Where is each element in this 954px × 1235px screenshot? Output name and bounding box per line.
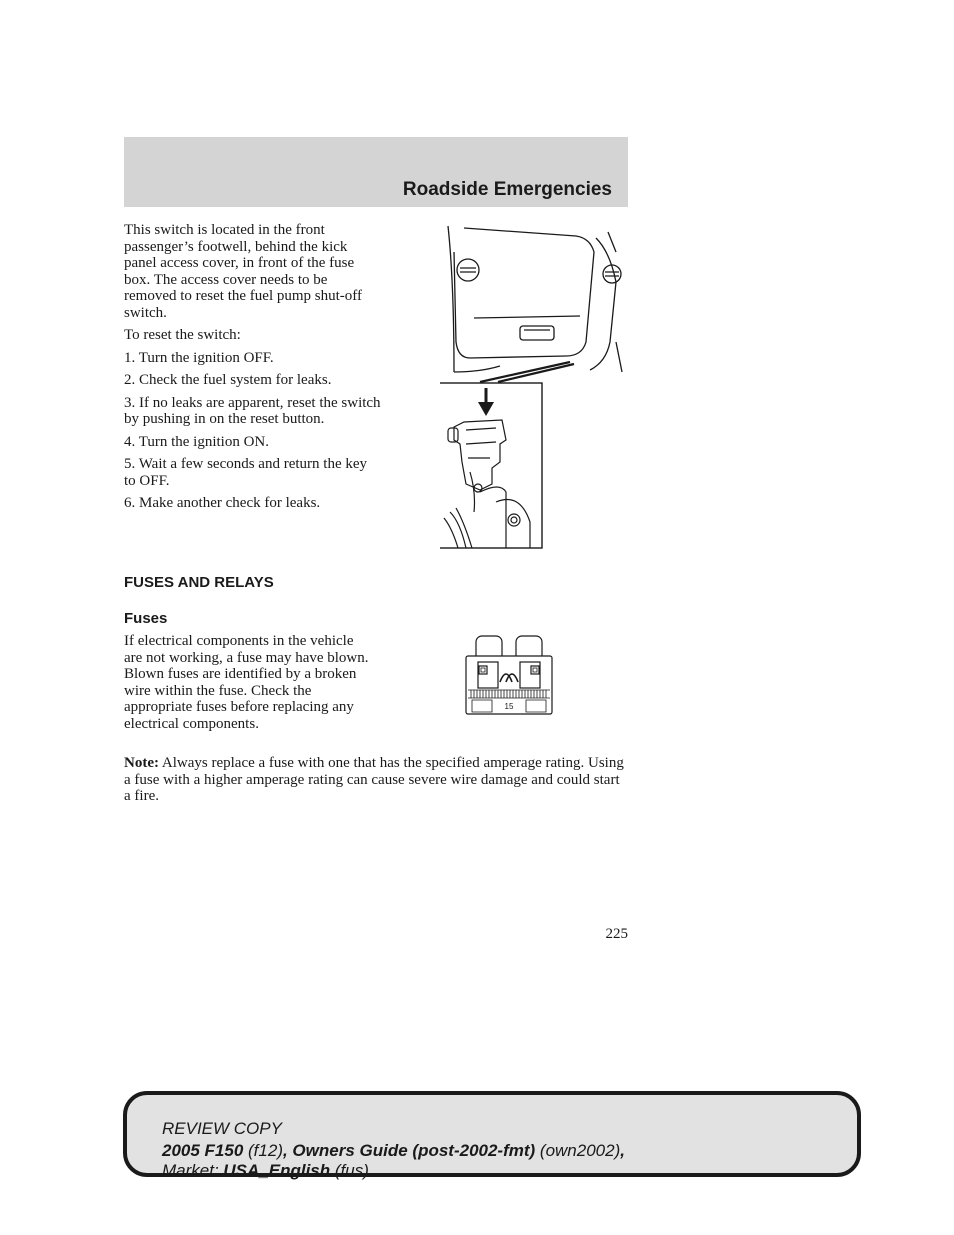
market-label: Market: xyxy=(162,1161,224,1180)
market-code: (fus) xyxy=(330,1161,369,1180)
fuse-illustration xyxy=(462,634,556,718)
header-band xyxy=(124,137,628,207)
step-item: 3. If no leaks are apparent, reset the switch by pushing in on the reset button. xyxy=(124,394,381,427)
step-item: 5. Wait a few seconds and return the key to OFF. xyxy=(124,456,368,489)
step-item: 4. Turn the ignition ON. xyxy=(124,433,270,450)
switch-instructions xyxy=(124,222,382,518)
model-name: 2005 F150 xyxy=(162,1141,244,1160)
page-number: 225 xyxy=(605,926,628,942)
fuse-note xyxy=(124,755,628,805)
model-code: (f12) xyxy=(243,1141,283,1160)
subheading-fuses: Fuses xyxy=(124,610,168,627)
step-item: 1. Turn the ignition OFF. xyxy=(124,349,274,366)
footer-separator: , xyxy=(620,1141,625,1160)
step-item: 6. Make another check for leaks. xyxy=(124,495,321,511)
fuse-rating-label: 15 xyxy=(504,702,514,711)
fuel-pump-switch-illustration xyxy=(440,222,630,552)
note-label: Note: xyxy=(124,755,159,771)
note-text: Always replace a fuse with one that has the specified amperage rating. Using a fuse with a higher amperage rating can cause severe wire damage and could start a fire. xyxy=(124,755,624,804)
guide-code: (own2002) xyxy=(535,1141,621,1160)
section-heading-fuses-relays: FUSES AND RELAYS xyxy=(124,574,274,591)
fuses-body: If electrical components in the vehicle are not working, a fuse may have blown. Blown fuses are identified by a broken wire within the fuse. Check the appropriate fuses before replacing any electrical components. xyxy=(124,633,369,732)
step-item: 2. Check the fuel system for leaks. xyxy=(124,372,332,388)
switch-intro: This switch is located in the front passenger’s footwell, behind the kick panel access cover, in front of the fuse box. The access cover needs to be removed to reset the fuel pump shut-off switch. xyxy=(124,222,362,321)
review-copy-label: REVIEW COPY xyxy=(162,1119,282,1138)
review-copy-footer xyxy=(123,1091,861,1180)
reset-label: To reset the switch: xyxy=(124,327,241,343)
guide-name: , Owners Guide (post-2002-fmt) xyxy=(282,1141,536,1160)
market-name: USA_English xyxy=(223,1161,331,1180)
page-title: Roadside Emergencies xyxy=(402,179,612,200)
